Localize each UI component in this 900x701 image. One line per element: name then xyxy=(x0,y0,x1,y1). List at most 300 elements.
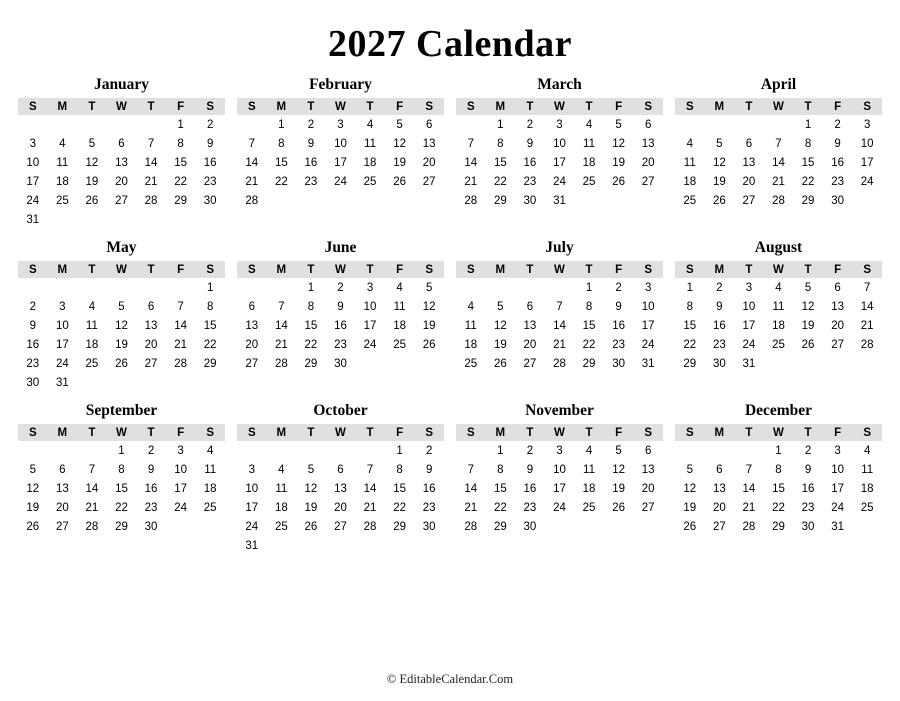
day-cell[interactable]: 8 xyxy=(396,463,403,476)
day-cell[interactable]: 10 xyxy=(860,137,874,150)
day-cell[interactable]: 2 xyxy=(29,300,36,313)
day-cell[interactable]: 14 xyxy=(742,482,756,495)
day-cell[interactable]: 11 xyxy=(772,300,785,313)
day-cell[interactable]: 30 xyxy=(712,357,726,370)
day-cell[interactable]: 14 xyxy=(363,482,377,495)
day-cell[interactable]: 2 xyxy=(147,444,155,457)
day-cell[interactable]: 9 xyxy=(834,137,841,150)
day-cell[interactable]: 28 xyxy=(772,194,785,207)
day-cell[interactable]: 8 xyxy=(686,300,693,313)
day-cell[interactable]: 31 xyxy=(55,376,69,389)
day-cell[interactable]: 26 xyxy=(493,357,507,370)
day-cell[interactable]: 6 xyxy=(526,300,534,313)
day-cell[interactable]: 8 xyxy=(118,463,125,476)
day-cell[interactable]: 2 xyxy=(526,118,534,131)
day-cell[interactable]: 4 xyxy=(863,444,871,457)
day-cell[interactable]: 3 xyxy=(337,118,344,131)
day-cell[interactable]: 5 xyxy=(307,463,315,476)
day-cell[interactable]: 27 xyxy=(742,194,756,207)
day-cell[interactable]: 25 xyxy=(582,175,596,188)
day-cell[interactable]: 24 xyxy=(334,175,347,188)
day-cell[interactable]: 3 xyxy=(863,118,871,131)
day-cell[interactable]: 27 xyxy=(712,520,726,533)
day-cell[interactable]: 4 xyxy=(206,444,214,457)
day-cell[interactable]: 28 xyxy=(274,357,288,370)
day-cell[interactable]: 12 xyxy=(612,463,625,476)
day-cell[interactable]: 16 xyxy=(523,482,537,495)
day-cell[interactable]: 23 xyxy=(831,175,844,188)
day-cell[interactable]: 29 xyxy=(582,357,596,370)
day-cell[interactable]: 18 xyxy=(85,338,99,351)
day-cell[interactable]: 8 xyxy=(497,463,504,476)
day-cell[interactable]: 31 xyxy=(26,213,40,226)
day-cell[interactable]: 18 xyxy=(582,156,596,169)
day-cell[interactable]: 17 xyxy=(860,156,874,169)
day-cell[interactable]: 23 xyxy=(612,338,625,351)
day-cell[interactable]: 15 xyxy=(393,482,406,495)
day-cell[interactable]: 29 xyxy=(683,357,697,370)
day-cell[interactable]: 18 xyxy=(274,501,288,514)
day-cell[interactable]: 25 xyxy=(363,175,377,188)
day-cell[interactable]: 26 xyxy=(393,175,406,188)
day-cell[interactable]: 25 xyxy=(274,520,288,533)
day-cell[interactable]: 7 xyxy=(775,137,782,150)
day-cell[interactable]: 12 xyxy=(304,482,318,495)
day-cell[interactable]: 18 xyxy=(203,482,217,495)
day-cell[interactable]: 2 xyxy=(307,118,315,131)
day-cell[interactable]: 29 xyxy=(801,194,815,207)
day-cell[interactable]: 26 xyxy=(612,175,625,188)
day-cell[interactable]: 20 xyxy=(742,175,756,188)
day-cell[interactable]: 27 xyxy=(641,501,655,514)
day-cell[interactable]: 5 xyxy=(615,444,622,457)
day-cell[interactable]: 5 xyxy=(716,137,723,150)
day-cell[interactable]: 1 xyxy=(307,281,315,294)
day-cell[interactable]: 11 xyxy=(393,300,406,313)
day-cell[interactable]: 19 xyxy=(115,338,128,351)
day-cell[interactable]: 21 xyxy=(742,501,756,514)
day-cell[interactable]: 2 xyxy=(804,444,812,457)
day-cell[interactable]: 3 xyxy=(745,281,753,294)
day-cell[interactable]: 29 xyxy=(772,520,785,533)
day-cell[interactable]: 12 xyxy=(26,482,40,495)
day-cell[interactable]: 26 xyxy=(115,357,128,370)
day-cell[interactable]: 11 xyxy=(683,156,696,169)
day-cell[interactable]: 24 xyxy=(641,338,655,351)
day-cell[interactable]: 9 xyxy=(307,137,315,150)
day-cell[interactable]: 22 xyxy=(801,175,815,188)
day-cell[interactable]: 13 xyxy=(245,319,259,332)
day-cell[interactable]: 25 xyxy=(683,194,697,207)
day-cell[interactable]: 21 xyxy=(860,319,874,332)
day-cell[interactable]: 2 xyxy=(834,118,841,131)
day-cell[interactable]: 17 xyxy=(553,482,566,495)
day-cell[interactable]: 6 xyxy=(248,300,255,313)
day-cell[interactable]: 17 xyxy=(26,175,40,188)
day-cell[interactable]: 30 xyxy=(144,520,158,533)
day-cell[interactable]: 18 xyxy=(363,156,377,169)
day-cell[interactable]: 3 xyxy=(59,300,66,313)
day-cell[interactable]: 15 xyxy=(683,319,697,332)
day-cell[interactable]: 30 xyxy=(523,520,537,533)
day-cell[interactable]: 19 xyxy=(712,175,726,188)
day-cell[interactable]: 29 xyxy=(174,194,187,207)
day-cell[interactable]: 5 xyxy=(425,281,433,294)
day-cell[interactable]: 11 xyxy=(583,463,595,476)
day-cell[interactable]: 6 xyxy=(118,137,125,150)
day-cell[interactable]: 24 xyxy=(55,357,69,370)
day-cell[interactable]: 28 xyxy=(553,357,566,370)
day-cell[interactable]: 31 xyxy=(641,357,655,370)
day-cell[interactable]: 20 xyxy=(334,501,347,514)
day-cell[interactable]: 12 xyxy=(493,319,507,332)
day-cell[interactable]: 26 xyxy=(26,520,40,533)
day-cell[interactable]: 14 xyxy=(144,156,158,169)
day-cell[interactable]: 18 xyxy=(464,338,478,351)
day-cell[interactable]: 21 xyxy=(363,501,377,514)
day-cell[interactable]: 10 xyxy=(742,300,756,313)
day-cell[interactable]: 14 xyxy=(245,156,259,169)
day-cell[interactable]: 14 xyxy=(464,156,478,169)
day-cell[interactable]: 4 xyxy=(396,281,403,294)
day-cell[interactable]: 3 xyxy=(644,281,652,294)
day-cell[interactable]: 24 xyxy=(553,175,566,188)
day-cell[interactable]: 16 xyxy=(334,319,347,332)
day-cell[interactable]: 31 xyxy=(831,520,844,533)
day-cell[interactable]: 10 xyxy=(363,300,377,313)
day-cell[interactable]: 20 xyxy=(641,482,655,495)
day-cell[interactable]: 9 xyxy=(337,300,344,313)
day-cell[interactable]: 27 xyxy=(115,194,128,207)
day-cell[interactable]: 10 xyxy=(553,137,566,150)
day-cell[interactable]: 24 xyxy=(174,501,187,514)
day-cell[interactable]: 2 xyxy=(716,281,723,294)
day-cell[interactable]: 23 xyxy=(26,357,40,370)
day-cell[interactable]: 5 xyxy=(804,281,812,294)
day-cell[interactable]: 11 xyxy=(583,137,595,150)
day-cell[interactable]: 30 xyxy=(801,520,815,533)
day-cell[interactable]: 22 xyxy=(772,501,785,514)
day-cell[interactable]: 29 xyxy=(393,520,406,533)
day-cell[interactable]: 25 xyxy=(860,501,874,514)
day-cell[interactable]: 14 xyxy=(860,300,874,313)
day-cell[interactable]: 13 xyxy=(742,156,756,169)
day-cell[interactable]: 3 xyxy=(556,118,563,131)
day-cell[interactable]: 17 xyxy=(742,319,756,332)
day-cell[interactable]: 6 xyxy=(337,463,344,476)
day-cell[interactable]: 6 xyxy=(834,281,841,294)
day-cell[interactable]: 16 xyxy=(523,156,537,169)
day-cell[interactable]: 19 xyxy=(612,482,625,495)
day-cell[interactable]: 28 xyxy=(464,520,478,533)
day-cell[interactable]: 11 xyxy=(56,156,69,169)
day-cell[interactable]: 5 xyxy=(118,300,125,313)
day-cell[interactable]: 23 xyxy=(304,175,318,188)
day-cell[interactable]: 31 xyxy=(245,539,259,552)
day-cell[interactable]: 22 xyxy=(115,501,128,514)
day-cell[interactable]: 15 xyxy=(493,482,507,495)
day-cell[interactable]: 21 xyxy=(464,501,478,514)
day-cell[interactable]: 18 xyxy=(772,319,785,332)
day-cell[interactable]: 1 xyxy=(118,444,125,457)
day-cell[interactable]: 8 xyxy=(585,300,593,313)
day-cell[interactable]: 13 xyxy=(523,319,537,332)
day-cell[interactable]: 23 xyxy=(523,175,537,188)
day-cell[interactable]: 21 xyxy=(144,175,158,188)
day-cell[interactable]: 8 xyxy=(497,137,504,150)
day-cell[interactable]: 25 xyxy=(393,338,406,351)
day-cell[interactable]: 9 xyxy=(526,137,534,150)
day-cell[interactable]: 30 xyxy=(26,376,40,389)
day-cell[interactable]: 28 xyxy=(144,194,158,207)
day-cell[interactable]: 5 xyxy=(88,137,96,150)
day-cell[interactable]: 3 xyxy=(29,137,36,150)
day-cell[interactable]: 28 xyxy=(742,520,756,533)
day-cell[interactable]: 22 xyxy=(203,338,217,351)
day-cell[interactable]: 6 xyxy=(644,444,652,457)
day-cell[interactable]: 23 xyxy=(144,501,158,514)
day-cell[interactable]: 13 xyxy=(115,156,128,169)
day-cell[interactable]: 2 xyxy=(337,281,344,294)
day-cell[interactable]: 15 xyxy=(115,482,128,495)
day-cell[interactable]: 18 xyxy=(683,175,697,188)
day-cell[interactable]: 24 xyxy=(26,194,40,207)
day-cell[interactable]: 13 xyxy=(422,137,436,150)
day-cell[interactable]: 28 xyxy=(860,338,874,351)
day-cell[interactable]: 10 xyxy=(334,137,347,150)
day-cell[interactable]: 4 xyxy=(585,118,593,131)
day-cell[interactable]: 5 xyxy=(396,118,403,131)
day-cell[interactable]: 25 xyxy=(772,338,785,351)
day-cell[interactable]: 30 xyxy=(203,194,217,207)
day-cell[interactable]: 23 xyxy=(712,338,726,351)
day-cell[interactable]: 17 xyxy=(831,482,844,495)
day-cell[interactable]: 14 xyxy=(274,319,288,332)
day-cell[interactable]: 27 xyxy=(55,520,69,533)
day-cell[interactable]: 25 xyxy=(464,357,478,370)
day-cell[interactable]: 23 xyxy=(203,175,217,188)
day-cell[interactable]: 3 xyxy=(248,463,255,476)
day-cell[interactable]: 15 xyxy=(274,156,288,169)
day-cell[interactable]: 16 xyxy=(422,482,436,495)
day-cell[interactable]: 14 xyxy=(553,319,566,332)
day-cell[interactable]: 28 xyxy=(85,520,99,533)
day-cell[interactable]: 7 xyxy=(745,463,753,476)
day-cell[interactable]: 18 xyxy=(582,482,596,495)
day-cell[interactable]: 7 xyxy=(177,300,184,313)
day-cell[interactable]: 4 xyxy=(278,463,285,476)
day-cell[interactable]: 27 xyxy=(831,338,844,351)
day-cell[interactable]: 14 xyxy=(772,156,785,169)
day-cell[interactable]: 22 xyxy=(274,175,288,188)
day-cell[interactable]: 25 xyxy=(203,501,217,514)
day-cell[interactable]: 4 xyxy=(88,300,96,313)
day-cell[interactable]: 23 xyxy=(422,501,436,514)
day-cell[interactable]: 6 xyxy=(59,463,66,476)
day-cell[interactable]: 13 xyxy=(712,482,726,495)
day-cell[interactable]: 20 xyxy=(641,156,655,169)
day-cell[interactable]: 17 xyxy=(641,319,655,332)
day-cell[interactable]: 16 xyxy=(801,482,815,495)
day-cell[interactable]: 16 xyxy=(712,319,726,332)
day-cell[interactable]: 7 xyxy=(366,463,374,476)
day-cell[interactable]: 26 xyxy=(801,338,815,351)
day-cell[interactable]: 1 xyxy=(396,444,403,457)
day-cell[interactable]: 31 xyxy=(742,357,756,370)
day-cell[interactable]: 10 xyxy=(641,300,655,313)
day-cell[interactable]: 20 xyxy=(55,501,69,514)
day-cell[interactable]: 10 xyxy=(26,156,40,169)
day-cell[interactable]: 14 xyxy=(85,482,99,495)
day-cell[interactable]: 7 xyxy=(467,463,474,476)
day-cell[interactable]: 29 xyxy=(203,357,217,370)
day-cell[interactable]: 28 xyxy=(245,194,259,207)
day-cell[interactable]: 26 xyxy=(85,194,99,207)
day-cell[interactable]: 9 xyxy=(206,137,214,150)
day-cell[interactable]: 15 xyxy=(304,319,318,332)
day-cell[interactable]: 9 xyxy=(29,319,36,332)
day-cell[interactable]: 4 xyxy=(775,281,782,294)
day-cell[interactable]: 3 xyxy=(177,444,184,457)
day-cell[interactable]: 22 xyxy=(174,175,187,188)
day-cell[interactable]: 19 xyxy=(612,156,625,169)
day-cell[interactable]: 13 xyxy=(641,463,655,476)
day-cell[interactable]: 7 xyxy=(248,137,255,150)
day-cell[interactable]: 9 xyxy=(147,463,155,476)
day-cell[interactable]: 17 xyxy=(55,338,69,351)
day-cell[interactable]: 27 xyxy=(422,175,436,188)
day-cell[interactable]: 15 xyxy=(493,156,507,169)
day-cell[interactable]: 14 xyxy=(464,482,478,495)
day-cell[interactable]: 17 xyxy=(174,482,187,495)
day-cell[interactable]: 30 xyxy=(334,357,347,370)
day-cell[interactable]: 10 xyxy=(831,463,844,476)
day-cell[interactable]: 13 xyxy=(334,482,347,495)
day-cell[interactable]: 20 xyxy=(115,175,128,188)
day-cell[interactable]: 15 xyxy=(174,156,187,169)
day-cell[interactable]: 27 xyxy=(334,520,347,533)
day-cell[interactable]: 8 xyxy=(206,300,214,313)
day-cell[interactable]: 13 xyxy=(144,319,158,332)
day-cell[interactable]: 21 xyxy=(174,338,187,351)
day-cell[interactable]: 6 xyxy=(716,463,723,476)
day-cell[interactable]: 23 xyxy=(523,501,537,514)
day-cell[interactable]: 1 xyxy=(497,444,504,457)
day-cell[interactable]: 6 xyxy=(147,300,155,313)
day-cell[interactable]: 13 xyxy=(641,137,655,150)
day-cell[interactable]: 6 xyxy=(425,118,433,131)
day-cell[interactable]: 29 xyxy=(304,357,318,370)
day-cell[interactable]: 3 xyxy=(834,444,841,457)
day-cell[interactable]: 19 xyxy=(801,319,815,332)
day-cell[interactable]: 6 xyxy=(644,118,652,131)
day-cell[interactable]: 21 xyxy=(274,338,288,351)
day-cell[interactable]: 19 xyxy=(26,501,40,514)
day-cell[interactable]: 4 xyxy=(686,137,693,150)
day-cell[interactable]: 1 xyxy=(278,118,285,131)
day-cell[interactable]: 11 xyxy=(85,319,98,332)
day-cell[interactable]: 21 xyxy=(772,175,785,188)
day-cell[interactable]: 22 xyxy=(393,501,406,514)
day-cell[interactable]: 24 xyxy=(742,338,756,351)
day-cell[interactable]: 19 xyxy=(85,175,99,188)
day-cell[interactable]: 3 xyxy=(556,444,563,457)
day-cell[interactable]: 29 xyxy=(115,520,128,533)
day-cell[interactable]: 5 xyxy=(686,463,693,476)
day-cell[interactable]: 23 xyxy=(801,501,815,514)
day-cell[interactable]: 17 xyxy=(553,156,566,169)
day-cell[interactable]: 25 xyxy=(582,501,596,514)
day-cell[interactable]: 24 xyxy=(553,501,566,514)
day-cell[interactable]: 9 xyxy=(716,300,723,313)
day-cell[interactable]: 3 xyxy=(366,281,374,294)
day-cell[interactable]: 21 xyxy=(245,175,259,188)
day-cell[interactable]: 28 xyxy=(464,194,478,207)
day-cell[interactable]: 24 xyxy=(363,338,377,351)
day-cell[interactable]: 13 xyxy=(831,300,844,313)
day-cell[interactable]: 26 xyxy=(612,501,625,514)
day-cell[interactable]: 20 xyxy=(422,156,436,169)
day-cell[interactable]: 16 xyxy=(831,156,844,169)
day-cell[interactable]: 15 xyxy=(772,482,785,495)
day-cell[interactable]: 20 xyxy=(523,338,537,351)
day-cell[interactable]: 1 xyxy=(775,444,782,457)
day-cell[interactable]: 16 xyxy=(203,156,217,169)
day-cell[interactable]: 7 xyxy=(88,463,96,476)
day-cell[interactable]: 11 xyxy=(275,482,288,495)
day-cell[interactable]: 21 xyxy=(85,501,99,514)
day-cell[interactable]: 7 xyxy=(278,300,285,313)
day-cell[interactable]: 9 xyxy=(425,463,433,476)
day-cell[interactable]: 28 xyxy=(363,520,377,533)
day-cell[interactable]: 27 xyxy=(245,357,259,370)
day-cell[interactable]: 10 xyxy=(174,463,187,476)
day-cell[interactable]: 12 xyxy=(612,137,625,150)
day-cell[interactable]: 1 xyxy=(686,281,693,294)
day-cell[interactable]: 5 xyxy=(497,300,504,313)
day-cell[interactable]: 30 xyxy=(422,520,436,533)
day-cell[interactable]: 25 xyxy=(85,357,99,370)
day-cell[interactable]: 8 xyxy=(177,137,184,150)
day-cell[interactable]: 18 xyxy=(860,482,874,495)
day-cell[interactable]: 17 xyxy=(334,156,347,169)
day-cell[interactable]: 28 xyxy=(174,357,187,370)
day-cell[interactable]: 30 xyxy=(612,357,625,370)
day-cell[interactable]: 29 xyxy=(493,520,507,533)
day-cell[interactable]: 17 xyxy=(245,501,259,514)
day-cell[interactable]: 20 xyxy=(712,501,726,514)
day-cell[interactable]: 27 xyxy=(144,357,158,370)
day-cell[interactable]: 23 xyxy=(334,338,347,351)
day-cell[interactable]: 21 xyxy=(553,338,566,351)
day-cell[interactable]: 9 xyxy=(615,300,622,313)
day-cell[interactable]: 29 xyxy=(493,194,507,207)
day-cell[interactable]: 1 xyxy=(177,118,184,131)
day-cell[interactable]: 19 xyxy=(304,501,318,514)
day-cell[interactable]: 17 xyxy=(363,319,377,332)
day-cell[interactable]: 5 xyxy=(29,463,36,476)
day-cell[interactable]: 10 xyxy=(553,463,566,476)
day-cell[interactable]: 1 xyxy=(206,281,214,294)
day-cell[interactable]: 14 xyxy=(174,319,187,332)
day-cell[interactable]: 8 xyxy=(278,137,285,150)
day-cell[interactable]: 16 xyxy=(612,319,625,332)
day-cell[interactable]: 4 xyxy=(585,444,593,457)
day-cell[interactable]: 31 xyxy=(553,194,566,207)
day-cell[interactable]: 19 xyxy=(683,501,697,514)
day-cell[interactable]: 9 xyxy=(526,463,534,476)
day-cell[interactable]: 12 xyxy=(801,300,815,313)
